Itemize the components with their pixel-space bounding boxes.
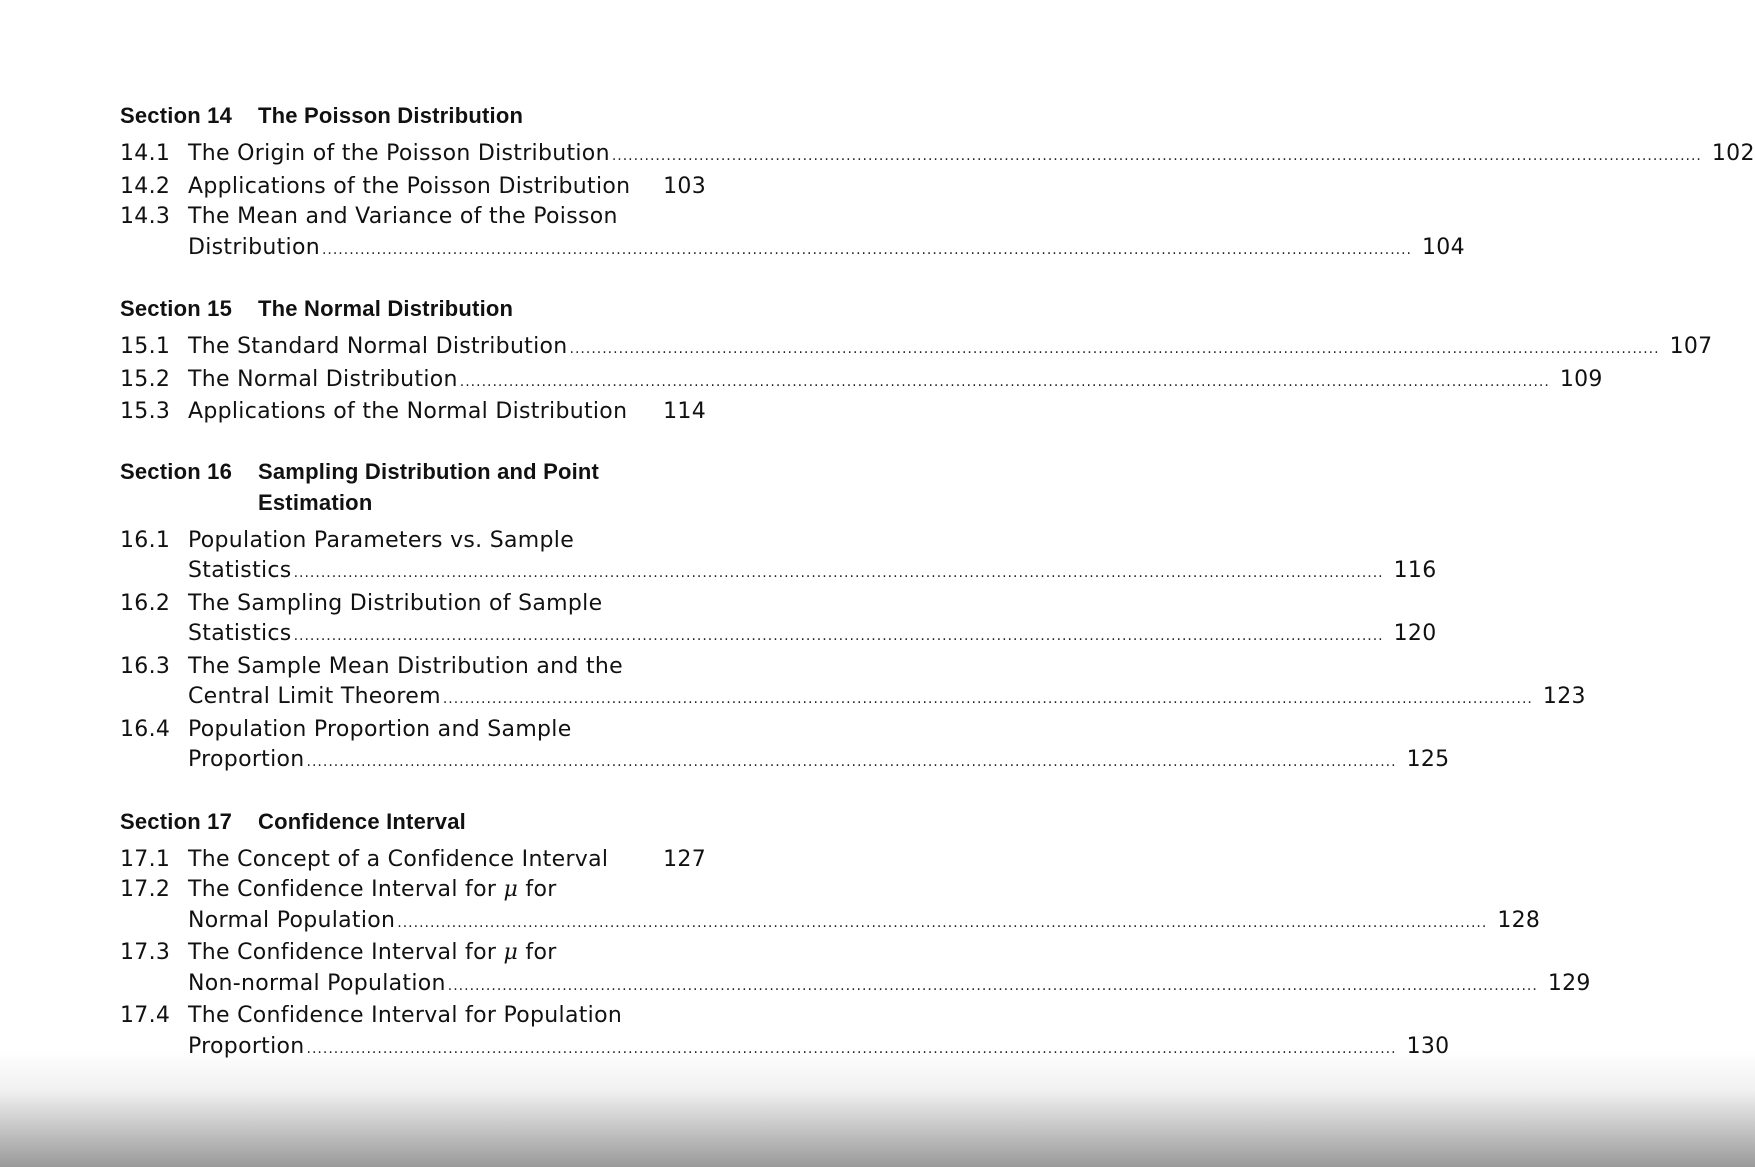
dot-leader: ........................................................................................................................................................................................................ — [293, 565, 1384, 581]
page-number: 127 — [663, 846, 706, 872]
entry-line — [188, 682, 1586, 715]
entry-title: The Concept of a Confidence Interval — [188, 846, 609, 872]
entry-title: The Confidence Interval for μ for — [188, 940, 557, 965]
section-heading — [120, 293, 706, 324]
entry-body — [188, 526, 1437, 589]
entry-title: Population Proportion and Sample — [188, 716, 572, 742]
entry-title: The Sampling Distribution of Sample — [188, 590, 603, 616]
page-number: 109 — [1559, 366, 1603, 392]
toc-entry[interactable] — [120, 202, 1465, 265]
dot-leader: ........................................................................................................................................................................................................ — [442, 691, 1533, 707]
entry-number: 15.1 — [120, 334, 171, 359]
section-title: Confidence Interval — [258, 808, 466, 834]
dot-leader: ........................................................................................................................................................................................................ — [306, 1040, 1397, 1057]
entry-body — [188, 397, 706, 428]
dot-leader: ........................................................................................................................................................................................................ — [459, 373, 1550, 390]
entry-number: 17.3 — [120, 940, 171, 965]
entry-title: Proportion — [188, 747, 305, 772]
toc-entry[interactable] — [120, 365, 1603, 398]
entry-title: Statistics — [188, 558, 292, 583]
toc-entry[interactable] — [120, 652, 1586, 715]
page-number: 107 — [1669, 334, 1713, 359]
entry-title: Applications of the Poisson Distribution — [188, 173, 631, 199]
entry-body — [188, 139, 1755, 172]
entry-line — [188, 202, 706, 233]
entry-number: 17.4 — [120, 1003, 171, 1028]
entry-number: 17.2 — [120, 877, 171, 902]
toc-entry[interactable] — [120, 172, 706, 203]
toc-entry[interactable] — [120, 845, 706, 876]
section-heading — [120, 100, 706, 131]
table-of-contents — [120, 100, 1755, 1092]
entry-title: Proportion — [188, 1033, 305, 1059]
mu-symbol: μ — [503, 940, 519, 965]
entry-title: The Confidence Interval for μ for — [188, 877, 557, 902]
entry-number: 14.1 — [120, 141, 171, 166]
entry-body — [188, 332, 1713, 365]
section-title: The Normal Distribution — [258, 296, 514, 321]
entry-body — [188, 715, 1450, 778]
section-heading — [120, 806, 706, 837]
toc-entry[interactable] — [120, 397, 706, 428]
section-heading — [120, 456, 706, 518]
entry-line — [188, 938, 706, 969]
section-label: Section 17 — [120, 808, 233, 834]
toc-entry[interactable] — [120, 526, 1437, 589]
entry-title: The Confidence Interval for Population — [188, 1003, 623, 1028]
entry-title: Applications of the Normal Distribution — [188, 399, 628, 424]
entry-line — [188, 332, 1713, 365]
entry-body — [188, 845, 706, 876]
dot-leader: ........................................................................................................................................................................................................ — [306, 754, 1397, 770]
entry-number: 15.3 — [120, 399, 171, 424]
entry-title: The Normal Distribution — [188, 366, 458, 392]
toc-section — [120, 293, 1713, 428]
toc-entry[interactable] — [120, 589, 1437, 652]
entry-line — [188, 1032, 1450, 1065]
toc-entry[interactable] — [120, 875, 1541, 938]
entry-title: The Standard Normal Distribution — [188, 334, 568, 359]
entry-line — [188, 139, 1755, 172]
entry-body — [188, 652, 1586, 715]
entry-number: 14.3 — [120, 204, 171, 229]
entry-line — [188, 397, 706, 428]
toc-section — [120, 456, 1586, 778]
entry-title: The Sample Mean Distribution and the — [188, 653, 623, 679]
toc-entry[interactable] — [120, 332, 1713, 365]
page-number: 116 — [1393, 558, 1437, 583]
section-label: Section 14 — [120, 103, 233, 128]
entry-title: Population Parameters vs. Sample — [188, 527, 575, 553]
entry-title: Distribution — [188, 234, 320, 260]
entry-line — [188, 619, 1437, 652]
entry-line — [188, 715, 706, 746]
page-number: 129 — [1547, 970, 1591, 996]
dot-leader: ........................................................................................................................................................................................................ — [321, 241, 1412, 258]
toc-section — [120, 806, 1591, 1065]
entry-number: 16.2 — [120, 590, 171, 616]
page-number: 128 — [1497, 907, 1541, 933]
entry-line — [188, 906, 1541, 939]
page-number: 120 — [1393, 621, 1437, 646]
entry-body — [188, 202, 1465, 265]
entry-line — [188, 365, 1603, 398]
entry-line — [188, 172, 706, 203]
entry-number: 16.1 — [120, 527, 171, 553]
toc-entry[interactable] — [120, 139, 1755, 172]
entry-body — [188, 875, 1541, 938]
section-label: Section 15 — [120, 296, 233, 321]
entry-line — [188, 875, 706, 906]
entry-line — [188, 969, 1591, 1002]
entry-body — [188, 938, 1591, 1001]
entry-line — [188, 745, 1450, 778]
section-title: Sampling Distribution and Point Estimation — [258, 458, 600, 515]
toc-section — [120, 100, 1755, 265]
entry-line — [188, 526, 706, 557]
page-number: 123 — [1542, 684, 1586, 709]
toc-entry[interactable] — [120, 938, 1591, 1001]
entry-title: Normal Population — [188, 907, 396, 933]
section-title: The Poisson Distribution — [258, 103, 524, 128]
entry-line — [188, 845, 706, 876]
entry-body — [188, 172, 706, 203]
entry-number: 15.2 — [120, 366, 171, 392]
entry-number: 14.2 — [120, 173, 171, 199]
dot-leader: ........................................................................................................................................................................................................ — [569, 341, 1660, 357]
entry-body — [188, 1001, 1450, 1064]
mu-symbol: μ — [503, 877, 519, 902]
entry-line — [188, 589, 706, 620]
entry-line — [188, 1001, 706, 1032]
dot-leader: ........................................................................................................................................................................................................ — [293, 628, 1384, 644]
entry-number: 16.3 — [120, 653, 171, 679]
entry-title: Non-normal Population — [188, 970, 446, 996]
page-number: 104 — [1422, 234, 1465, 260]
page-number: 130 — [1406, 1033, 1450, 1059]
toc-entry[interactable] — [120, 1001, 1450, 1064]
section-label: Section 16 — [120, 458, 233, 484]
entry-line — [188, 652, 706, 683]
entry-title: Statistics — [188, 621, 292, 646]
entry-line — [188, 233, 1465, 266]
page-number: 114 — [663, 399, 706, 424]
page-number: 102 — [1711, 141, 1755, 166]
entry-body — [188, 589, 1437, 652]
toc-entry[interactable] — [120, 715, 1450, 778]
dot-leader: ........................................................................................................................................................................................................ — [397, 914, 1488, 931]
entry-number: 17.1 — [120, 846, 171, 872]
dot-leader: ........................................................................................................................................................................................................ — [447, 977, 1538, 994]
entry-title: Central Limit Theorem — [188, 684, 441, 709]
dot-leader: ........................................................................................................................................................................................................ — [611, 148, 1702, 164]
page-number: 103 — [663, 173, 706, 199]
entry-line — [188, 556, 1437, 589]
page-number: 125 — [1406, 747, 1450, 772]
entry-title: The Mean and Variance of the Poisson — [188, 204, 618, 229]
entry-number: 16.4 — [120, 716, 171, 742]
entry-body — [188, 365, 1603, 398]
entry-title: The Origin of the Poisson Distribution — [188, 141, 610, 166]
